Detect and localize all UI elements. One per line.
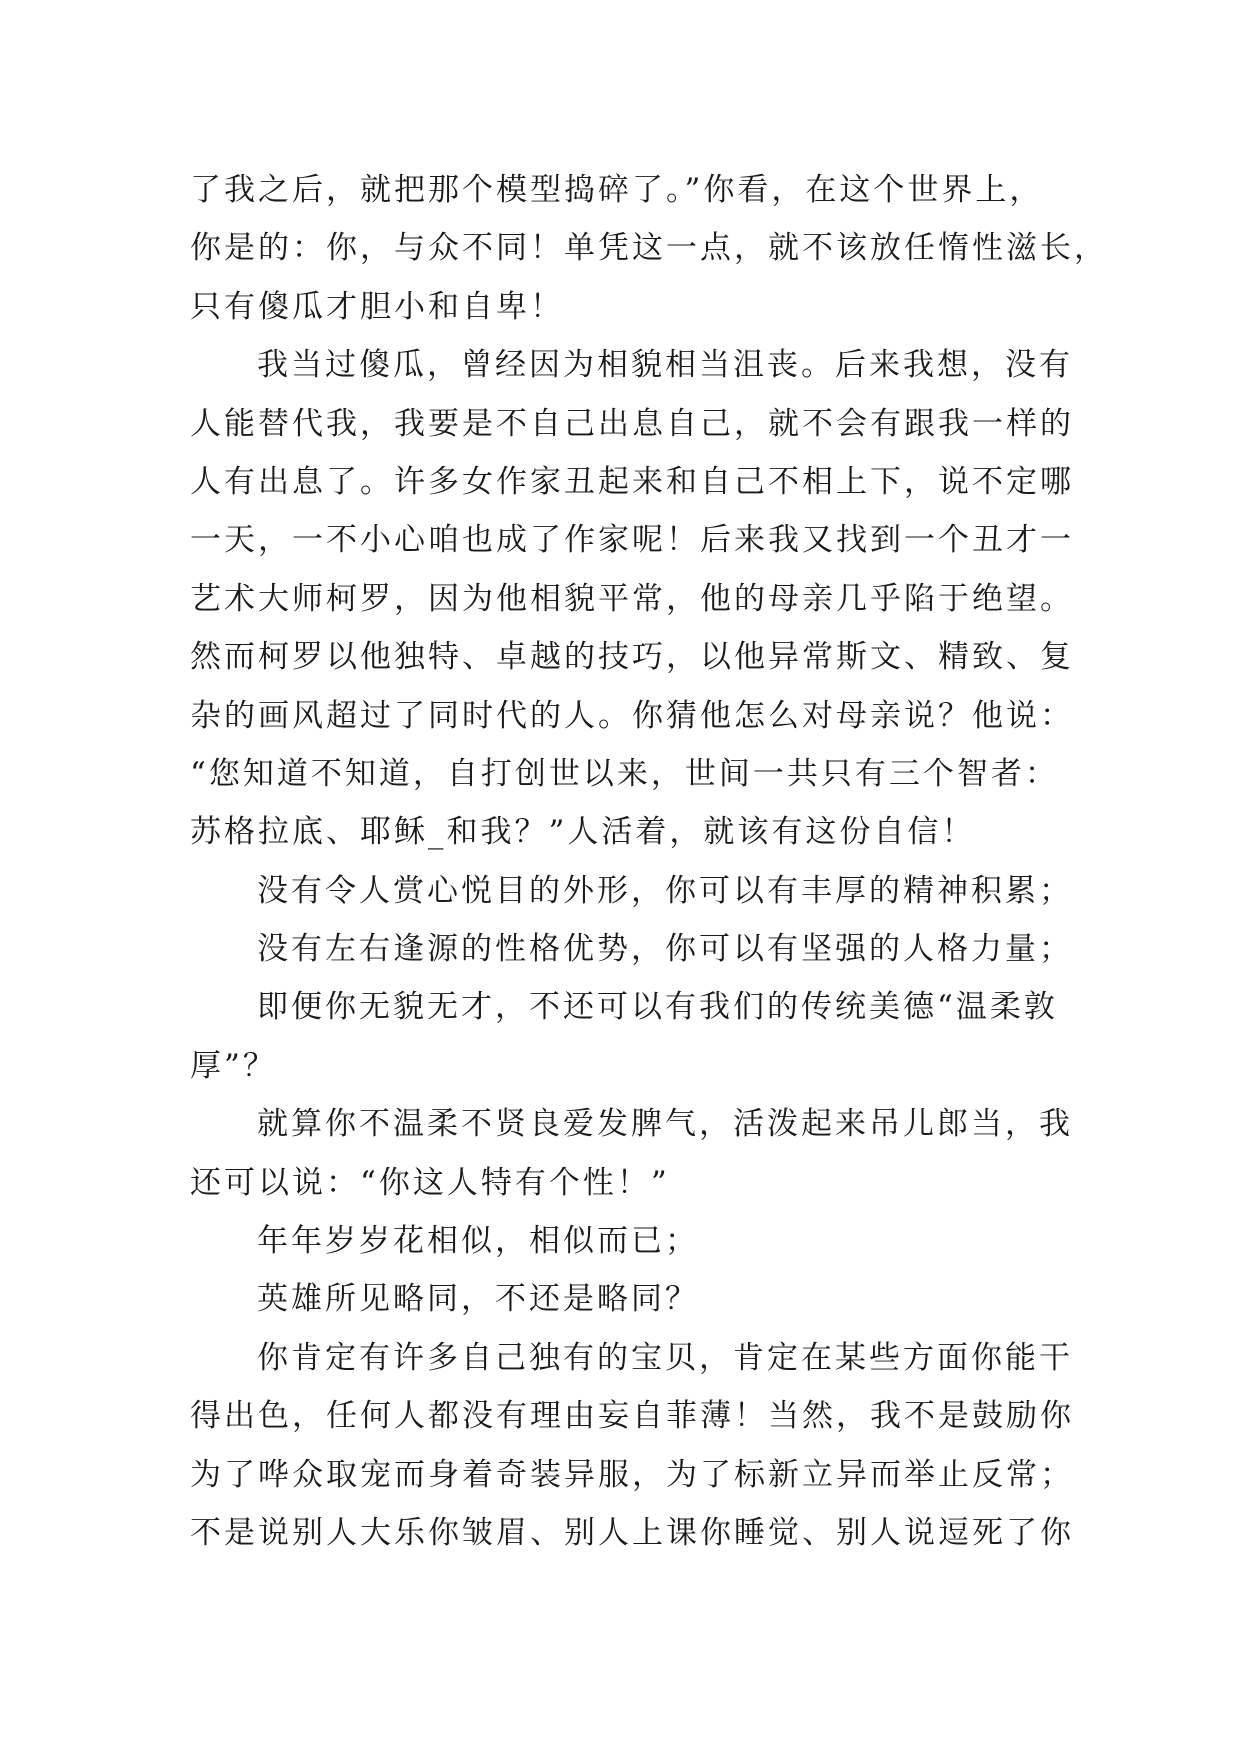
text-line: 就算你不温柔不贤良爱发脾气，活泼起来吊儿郎当，我	[257, 1106, 1073, 1143]
text-line: 只有傻瓜才胆小和自卑！	[190, 288, 564, 325]
text-line: 还可以说：“你这人特有个性！”	[190, 1164, 670, 1201]
text-line: 然而柯罗以他独特、卓越的技巧，以他异常斯文、精致、复	[190, 639, 1074, 676]
text-line: “您知道不知道，自打创世以来，世间一共只有三个智者：	[190, 755, 1059, 792]
text-line: 年年岁岁花相似，相似而已；	[257, 1223, 699, 1260]
text-line: 人能替代我，我要是不自己出息自己，就不会有跟我一样的	[190, 405, 1074, 442]
text-line: 你是的：你，与众不同！单凭这一点，就不该放任惰性滋长，	[190, 230, 1108, 267]
text-line: 不是说别人大乐你皱眉、别人上课你睡觉、别人说逗死了你	[190, 1514, 1074, 1551]
text-line: 艺术大师柯罗，因为他相貌平常，他的母亲几乎陷于绝望。	[190, 580, 1074, 617]
text-line: 英雄所见略同，不还是略同？	[257, 1281, 699, 1318]
text-line: 杂的画风超过了同时代的人。你猜他怎么对母亲说？他说：	[190, 697, 1074, 734]
text-line: 苏格拉底、耶稣_和我？”人活着，就该有这份自信！	[190, 814, 976, 851]
text-line: 我当过傻瓜，曾经因为相貌相当沮丧。后来我想，没有	[257, 347, 1073, 384]
text-line: 即便你无貌无才，不还可以有我们的传统美德“温柔敦	[257, 989, 1058, 1026]
text-line: 没有令人赏心悦目的外形，你可以有丰厚的精神积累；	[257, 872, 1073, 909]
text-line: 了我之后，就把那个模型捣碎了。”你看，在这个世界上，	[190, 172, 1044, 208]
text-line: 人有出息了。许多女作家丑起来和自己不相上下，说不定哪	[190, 463, 1074, 500]
text-line: 你肯定有许多自己独有的宝贝，肯定在某些方面你能干	[257, 1339, 1073, 1376]
body-text	[190, 161, 1108, 1562]
text-line: 没有左右逢源的性格优势，你可以有坚强的人格力量；	[257, 931, 1073, 968]
text-line: 一天，一不小心咱也成了作家呢！后来我又找到一个丑才一	[190, 522, 1074, 559]
text-line: 得出色，任何人都没有理由妄自菲薄！当然，我不是鼓励你	[190, 1398, 1074, 1435]
text-line: 厚”？	[190, 1047, 277, 1084]
text-line: 为了哗众取宠而身着奇装异服，为了标新立异而举止反常；	[190, 1456, 1074, 1493]
